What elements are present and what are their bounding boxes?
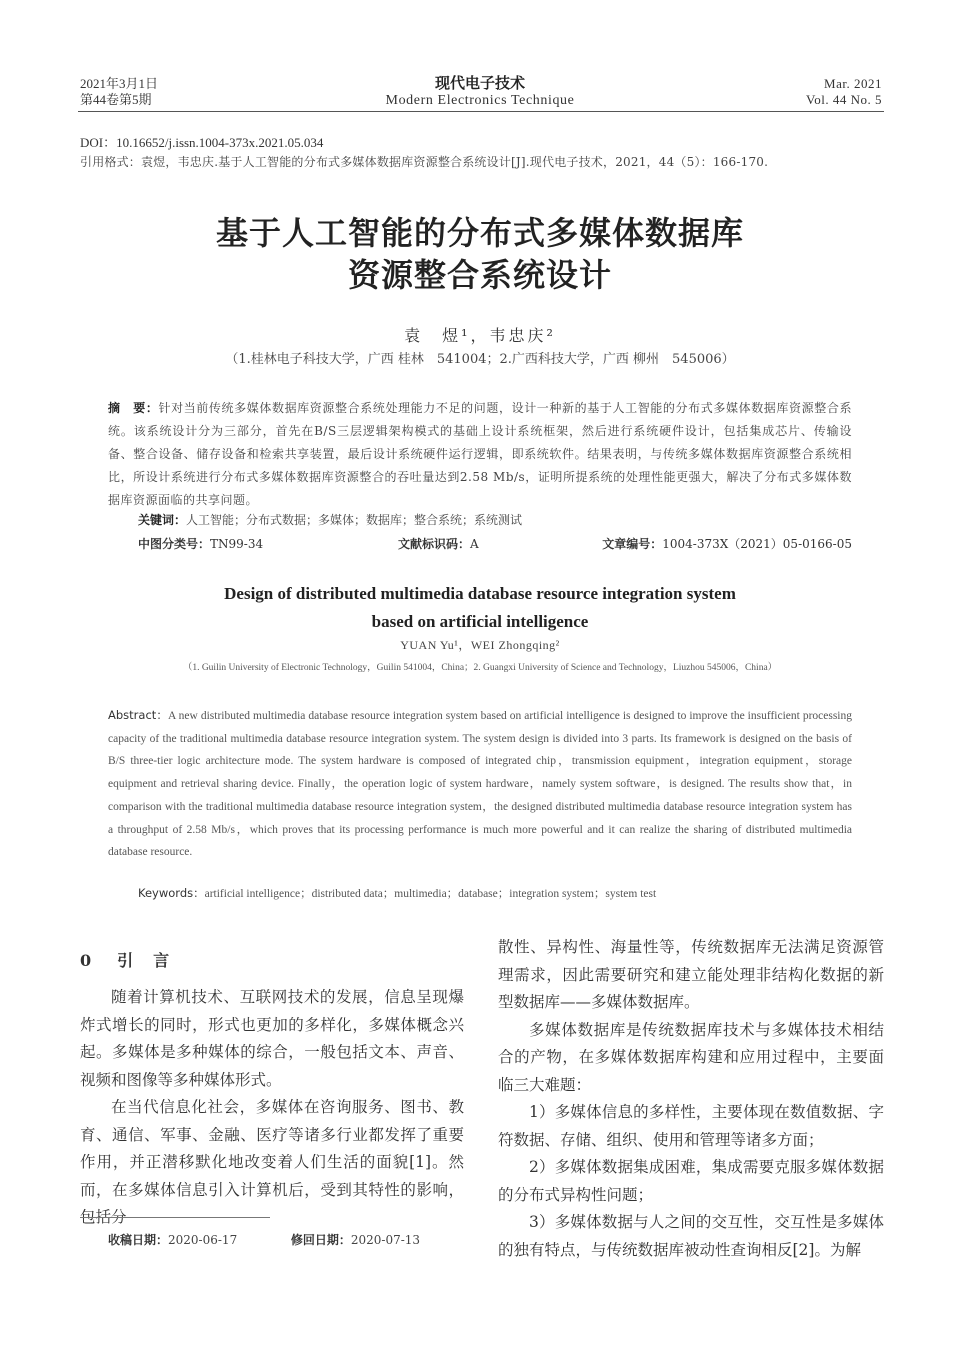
- affiliation-cn: （1.桂林电子科技大学，广西 桂林 541004；2.广西科技大学，广西 柳州 545006）: [225, 352, 735, 367]
- keywords-cn: [138, 511, 522, 528]
- header-divider: [78, 111, 884, 112]
- clc-code: 中图分类号：TN99-34: [138, 537, 264, 551]
- doi: DOI：10.16652/j.issn.1004-373x.2021.05.034: [80, 135, 324, 150]
- paragraph: 在当代信息化社会，多媒体在咨询服务、图书、教育、通信、军事、金融、医疗等诸多行业都发挥了重要作用，并正潜移默化地改变着人们生活的面貌[1]。然而，在多媒体信息引入计算机后，受到其特性的影响，包括分: [80, 1098, 464, 1226]
- keywords-cn-label: 关键词：: [138, 513, 187, 527]
- title-line: 基于人工智能的分布式多媒体数据库: [215, 214, 744, 252]
- list-item: 3）多媒体数据与人之间的交互性，交互性是多媒体的独有特点，与传统数据库被动性查询相反[2]。为解: [498, 1213, 884, 1259]
- volume-en: Vol. 44 No. 5: [806, 92, 882, 107]
- title-en-line: Design of distributed multimedia database resource integration system: [224, 584, 736, 603]
- section-number: 0: [80, 951, 94, 970]
- keywords-en-label: Keywords：: [138, 886, 205, 900]
- paper-title-en: [0, 580, 960, 636]
- revised-date: 2020-07-13: [350, 1233, 421, 1247]
- title-line: 资源整合系统设计: [347, 256, 612, 294]
- volume-cn: 第44卷第5期: [80, 92, 152, 107]
- list-item: 2）多媒体数据集成困难，集成需要克服多媒体数据的分布式异构性问题；: [498, 1158, 884, 1204]
- abstract-cn-label: 摘 要：: [108, 401, 159, 415]
- footnote-dates: [108, 1231, 420, 1248]
- document-code: 文献标识码：A: [398, 537, 479, 551]
- paragraph: 散性、异构性、海量性等，传统数据库无法满足资源管理需求，因此需要研究和建立能处理非结构化数据的新型数据库——多媒体数据库。: [498, 938, 884, 1011]
- received-date: 2020-06-17: [168, 1233, 238, 1247]
- abstract-cn-text: 针对当前传统多媒体数据库资源整合系统处理能力不足的问题，设计一种新的基于人工智能的分布式多媒体数据库资源整合系统。该系统设计分为三部分，首先在B/S三层逻辑架构模式的基础上设计系统框架，然后进行系统硬件设计，包括集成芯片、传输设备、整合设备、储存设备和检索共享装置，最后设计系统硬件运行逻辑，即系统软件。结果表明，与传统多媒体数据库资源整合系统相比，所设计系统进行分布式多媒体数据库资源整合的吞吐量达到2.58 Mb/s，证明所提系统的处理性能更强大，解决了分布式多媒体数据库资源面临的共享问题。: [108, 401, 852, 507]
- header-right: [806, 76, 882, 108]
- list-item: 1）多媒体信息的多样性，主要体现在数值数据、字符数据、存储、组织、使用和管理等诸多方面；: [498, 1103, 884, 1149]
- section-heading: [80, 948, 171, 971]
- journal-name-en: Modern Electronics Technique: [385, 93, 575, 108]
- citation: 引用格式：袁煜，韦忠庆.基于人工智能的分布式多媒体数据库资源整合系统设计[J].现代电子技术，2021，44（5）：166-170.: [80, 155, 769, 169]
- paper-title-cn: [0, 212, 960, 296]
- keywords-en: [138, 885, 656, 901]
- revised-label: 修回日期：: [290, 1233, 351, 1247]
- paragraph: 多媒体数据库是传统数据库技术与多媒体技术相结合的产物，在多媒体数据库构建和应用过程中，主要面临三大难题：: [498, 1020, 884, 1094]
- authors-cn: 袁 煜¹，韦忠庆²: [404, 326, 556, 345]
- footnote-divider: [80, 1217, 270, 1218]
- authors-en: YUAN Yu¹，WEI Zhongqing²: [400, 638, 560, 652]
- affiliation-en: （1. Guilin University of Electronic Technology，Guilin 541004，China；2. Guangxi University of Science and Technology，Liuzhou 545006，China）: [182, 663, 778, 673]
- body-column-right: [498, 934, 884, 1264]
- keywords-cn-text: 人工智能；分布式数据；多媒体；数据库；整合系统；系统测试: [186, 513, 523, 527]
- issue-date-cn: 2021年3月1日: [80, 76, 159, 91]
- abstract-en-label: Abstract：: [108, 708, 169, 722]
- keywords-en-text: artificial intelligence；distributed data；multimedia；database；integration system；system test: [204, 888, 657, 900]
- title-en-line: based on artificial intelligence: [371, 612, 589, 631]
- article-number: 文章编号：1004-373X（2021）05-0166-05: [602, 537, 852, 551]
- journal-name-cn: 现代电子技术: [434, 74, 525, 92]
- section-title: 引 言: [117, 951, 172, 970]
- body-column-left: [80, 984, 464, 1232]
- abstract-cn: [108, 397, 852, 512]
- issue-date-en: Mar. 2021: [824, 76, 882, 91]
- received-label: 收稿日期：: [108, 1233, 169, 1247]
- paragraph: 随着计算机技术、互联网技术的发展，信息呈现爆炸式增长的同时，形式也更加的多样化，多媒体概念兴起。多媒体是多种媒体的综合，一般包括文本、声音、视频和图像等多种媒体形式。: [80, 988, 464, 1089]
- abstract-en-text: A new distributed multimedia database resource integration system based on artificial intelligence is designed to improve the insufficient processing capacity of the traditional multimedia database resource integration system. The system design is divided into 3 parts. Its framework is designed on the basis of B/S three-tier logic architecture mode. The system hardware is composed of integrated chip，transmission equipment，integration equipment，storage equipment and retrieval sharing device. Finally，the operation logic of system hardware，namely system software，is designed. The results show that，in comparison with the traditional multimedia database resource integration system，the designed distributed multimedia database resource integration system has a throughput of 2.58 Mb/s，which proves that its processing performance is much more powerful and it can realize the sharing of distributed multimedia database resource.: [108, 710, 853, 859]
- abstract-en: [108, 704, 852, 864]
